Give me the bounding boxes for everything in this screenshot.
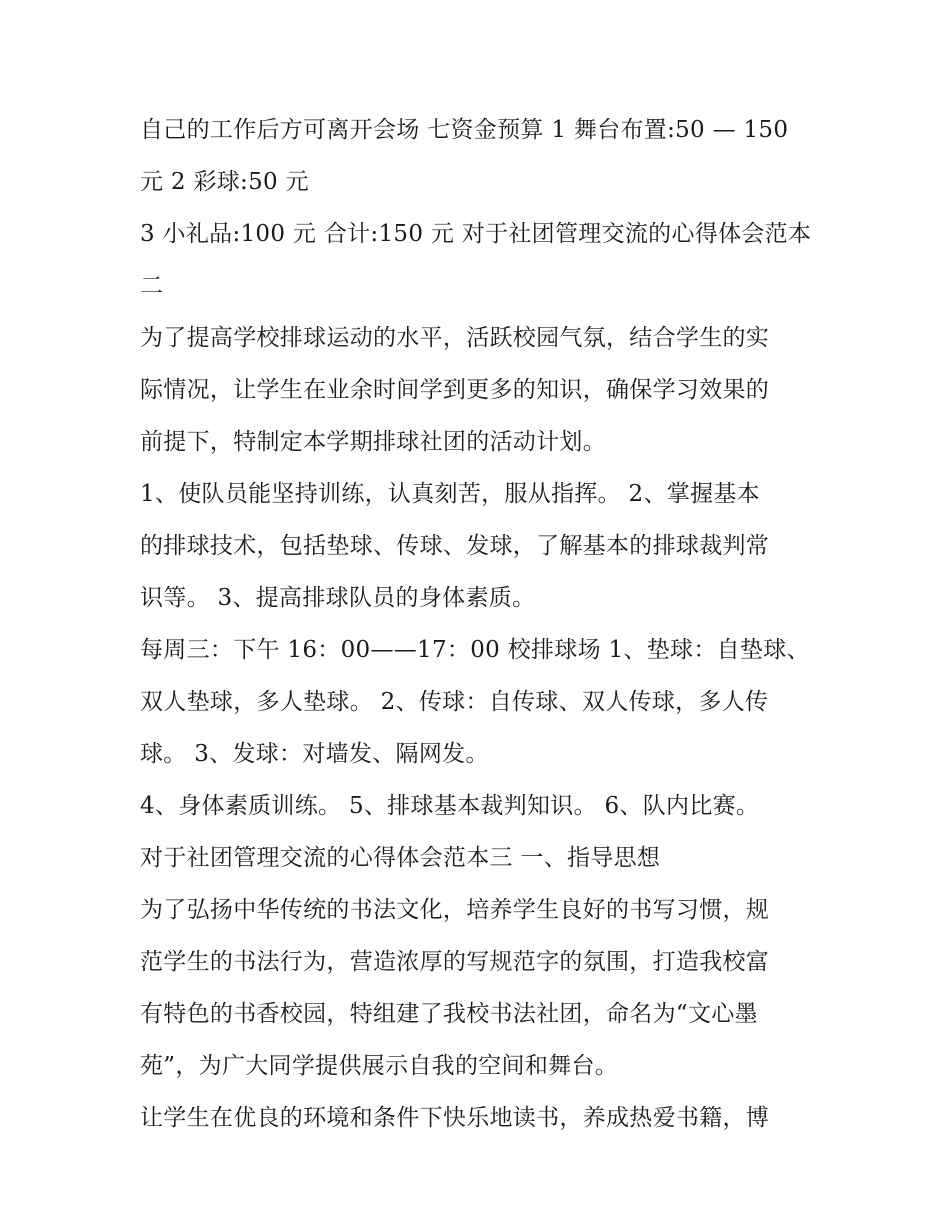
text-line-19: 苑”，为广大同学提供展示自我的空间和舞台。 (140, 1053, 619, 1079)
text-line-12: 双人垫球，多人垫球。 2、传球：自传球、双人传球，多人传 (140, 689, 769, 715)
text-line-10: 识等。 3、提高排球队员的身体素质。 (140, 585, 536, 611)
text-line-1: 自己的工作后方可离开会场 七资金预算 1 舞台布置:50 — 150 (140, 117, 789, 143)
text-line-4: 二 (140, 273, 164, 299)
text-line-13: 球。 3、发球：对墙发、隔网发。 (140, 741, 489, 767)
text-line-15: 对于社团管理交流的心得体会范本三 一、指导思想 (140, 845, 661, 871)
text-line-9: 的排球技术，包括垫球、传球、发球，了解基本的排球裁判常 (140, 533, 770, 559)
text-line-5: 为了提高学校排球运动的水平，活跃校园气氛，结合学生的实 (140, 325, 770, 351)
text-line-16: 为了弘扬中华传统的书法文化，培养学生良好的书写习惯，规 (140, 897, 770, 923)
text-line-14: 4、身体素质训练。 5、排球基本裁判知识。 6、队内比赛。 (140, 793, 760, 819)
text-line-8: 1、使队员能坚持训练，认真刻苦，服从指挥。 2、掌握基本 (140, 481, 760, 507)
text-line-2: 元 2 彩球:50 元 (140, 169, 309, 195)
text-line-17: 范学生的书法行为，营造浓厚的写规范字的氛围，打造我校富 (140, 949, 770, 975)
text-line-18: 有特色的书香校园，特组建了我校书法社团，命名为“文心墨 (140, 1001, 758, 1027)
text-line-3: 3 小礼品:100 元 合计:150 元 对于社团管理交流的心得体会范本 (140, 221, 812, 247)
document-body (140, 104, 820, 1144)
text-line-11: 每周三：下午 16：00——17：00 校排球场 1、垫球：自垫球、 (140, 637, 810, 663)
text-line-6: 际情况，让学生在业余时间学到更多的知识，确保学习效果的 (140, 377, 770, 403)
text-line-7: 前提下，特制定本学期排球社团的活动计划。 (140, 429, 606, 455)
text-line-20: 让学生在优良的环境和条件下快乐地读书，养成热爱书籍，博 (140, 1105, 770, 1131)
